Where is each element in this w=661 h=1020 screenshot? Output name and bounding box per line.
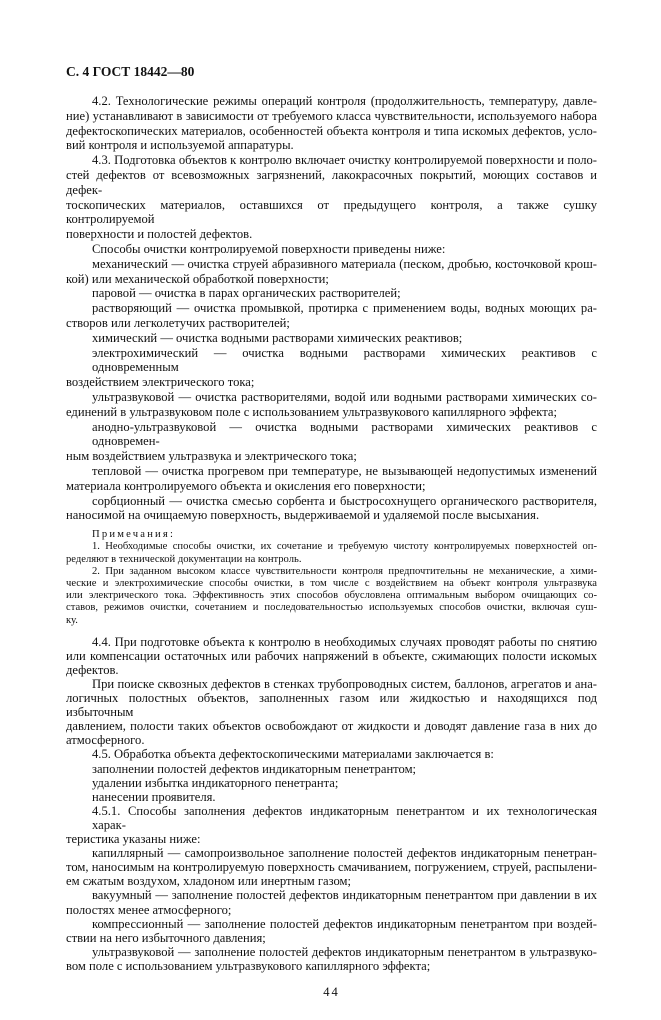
- notes-title: Примечания:: [92, 529, 176, 541]
- page-header: С. 4 ГОСТ 18442—80: [66, 64, 195, 79]
- text-line: полостях менее атмосферного;: [66, 902, 232, 917]
- text-line: ние) устанавливают в зависимости от требуемого класса чувствительности, используемого набора: [66, 108, 597, 123]
- text-line: электрохимический — очистка водными растворами химических реактивов с одновременным: [92, 345, 597, 375]
- paragraph: [66, 917, 597, 945]
- text-line: ным воздействием ультразвука и электрического тока;: [66, 449, 357, 464]
- text-line: давлением, полости таких объектов освобождают от жидкости и доводят давление газа в них до: [66, 719, 597, 734]
- paragraph: [66, 390, 597, 420]
- text-line: механический — очистка струей абразивного материала (песком, дробью, косточковой крош-: [92, 256, 597, 271]
- text-line: 4.3. Подготовка объектов к контролю включает очистку контролируемой поверхности и поло-: [92, 153, 597, 168]
- text-line: дефектов.: [66, 662, 119, 677]
- text-line: удалении избытка индикаторного пенетранта;: [92, 775, 339, 790]
- text-line: вакуумный — заполнение полостей дефектов индикаторным пенетрантом при давлении в их: [92, 888, 597, 903]
- text-line: 4.5.1. Способы заполнения дефектов индикаторным пенетрантом и их технологическая харак-: [92, 803, 597, 832]
- text-line: наносимой на очищаемую поверхность, выдерживаемой и удаляемой после высыхания.: [66, 508, 540, 523]
- paragraph: [66, 541, 597, 565]
- text-line: растворяющий — очистка промывкой, протирка с применением воды, водных моющих ра-: [92, 301, 597, 316]
- lower-text: [66, 635, 597, 973]
- text-line: сорбционный — очистка смесью сорбента и быстросохнущего органического растворителя,: [92, 493, 597, 508]
- paragraph: [66, 464, 597, 494]
- text-line: тоскопических материалов, оставшихся от предыдущего контроля, а также сушку контролируемой: [66, 197, 597, 227]
- text-line: Способы очистки контролируемой поверхности приведены ниже:: [92, 241, 446, 256]
- text-line: ультразвуковой — очистка растворителями, водой или водными растворами химических со-: [92, 389, 597, 404]
- text-line: вом поле с использованием ультразвукового капиллярного эффекта;: [66, 958, 431, 973]
- text-line: теристика указаны ниже:: [66, 832, 201, 847]
- text-line: 1. Необходимые способы очистки, их сочетание и требуемую чистоту контролируемых поверхностей оп-: [92, 541, 597, 553]
- text-line: кой) или механической обработкой поверхности;: [66, 271, 329, 286]
- paragraph: [66, 331, 597, 346]
- page-number: 44: [323, 984, 340, 999]
- paragraph: [66, 888, 597, 916]
- text-line: или компенсации остаточных или рабочих напряжений в объекте, сжимающих полости искомых: [66, 648, 597, 663]
- paragraph: [66, 257, 597, 287]
- text-line: 4.4. При подготовке объекта к контролю в необходимых случаях проводят работы по снятию: [92, 634, 597, 649]
- text-line: створов или легколетучих растворителей;: [66, 315, 290, 330]
- paragraph: [66, 747, 597, 761]
- text-line: химический — очистка водными растворами химических реактивов;: [92, 330, 463, 345]
- text-line: ределяют в технической документации на контроль.: [66, 553, 302, 565]
- text-line: ем сжатым воздухом, хладоном или инертным газом;: [66, 874, 352, 889]
- text-line: дефектоскопических материалов, особенностей объекта контроля и типа искомых дефектов, усло-: [66, 123, 597, 138]
- text-line: материала контролируемого объекта и окисления его поверхности;: [66, 478, 426, 493]
- text-line: нанесении проявителя.: [92, 789, 216, 804]
- paragraph: [66, 242, 597, 257]
- paragraph: [66, 494, 597, 524]
- paragraph: [66, 945, 597, 973]
- text-line: том, наносимым на контролируемую поверхность смачиванием, погружением, струей, распылени-: [66, 860, 597, 875]
- paragraph: [66, 346, 597, 390]
- paragraph: [66, 677, 597, 747]
- text-line: При поиске сквозных дефектов в стенках трубопроводных систем, баллонов, агрегатов и ана-: [92, 677, 597, 692]
- paragraph: [66, 566, 597, 627]
- text-line: заполнении полостей дефектов индикаторным пенетрантом;: [92, 761, 417, 776]
- text-line: капиллярный — самопроизвольное заполнение полостей дефектов индикаторным пенетран-: [92, 846, 597, 861]
- text-line: логичных полостных объектов, заполненных газом или жидкостью и находящихся под избыточным: [66, 691, 597, 720]
- text-line: ствии на него избыточного давления;: [66, 930, 266, 945]
- paragraph: [66, 153, 597, 242]
- text-line: атмосферного.: [66, 733, 145, 748]
- text-line: 4.5. Обработка объекта дефектоскопическими материалами заключается в:: [92, 747, 494, 762]
- text-line: ку.: [66, 614, 78, 626]
- paragraph: [66, 846, 597, 888]
- text-line: воздействием электрического тока;: [66, 375, 255, 390]
- paragraph: [66, 804, 597, 846]
- text-line: 2. При заданном высоком классе чувствительности контроля предпочтительны не механические, а хими-: [92, 565, 597, 577]
- text-line: ставов, режимов очистки, сочетанием и последовательностью используемых способов очистки, включая суш-: [66, 602, 597, 614]
- text-line: единений в ультразвуковом поле с использованием ультразвукового капиллярного эффекта;: [66, 404, 557, 419]
- paragraph: [66, 286, 597, 301]
- text-line: или электрического тока. Эффективность этих способов обусловлена оптимальным выбором очищающих со-: [66, 590, 597, 602]
- paragraph: [66, 790, 597, 804]
- text-line: паровой — очистка в парах органических растворителей;: [92, 286, 401, 301]
- text-line: вий контроля и используемой аппаратуры.: [66, 138, 294, 153]
- paragraph: [66, 762, 597, 776]
- text-line: стей дефектов от всевозможных загрязнений, лакокрасочных покрытий, моющих составов и дефек-: [66, 167, 597, 197]
- paragraph: [66, 94, 597, 153]
- text-line: 4.2. Технологические режимы операций контроля (продолжительность, температуру, давле-: [92, 94, 597, 108]
- paragraph: [66, 776, 597, 790]
- paragraph: [66, 635, 597, 677]
- text-line: анодно-ультразвуковой — очистка водными растворами химических реактивов с одновремен-: [92, 419, 597, 449]
- text-line: ультразвуковой — заполнение полостей дефектов индикаторным пенетрантом в ультразвуко-: [92, 944, 597, 959]
- paragraph: [66, 420, 597, 464]
- text-line: ческие и электрохимические способы очистки, в том числе с воздействием на объект контроля ультразвука: [66, 577, 597, 589]
- text-line: тепловой — очистка прогревом при температуре, не вызывающей недопустимых изменений: [92, 463, 597, 478]
- text-line: поверхности и полостей дефектов.: [66, 227, 253, 242]
- paragraph: [66, 301, 597, 331]
- text-line: компрессионный — заполнение полостей дефектов индикаторным пенетрантом при воздей-: [92, 916, 597, 931]
- main-text: [66, 94, 597, 523]
- notes-section: [66, 529, 597, 627]
